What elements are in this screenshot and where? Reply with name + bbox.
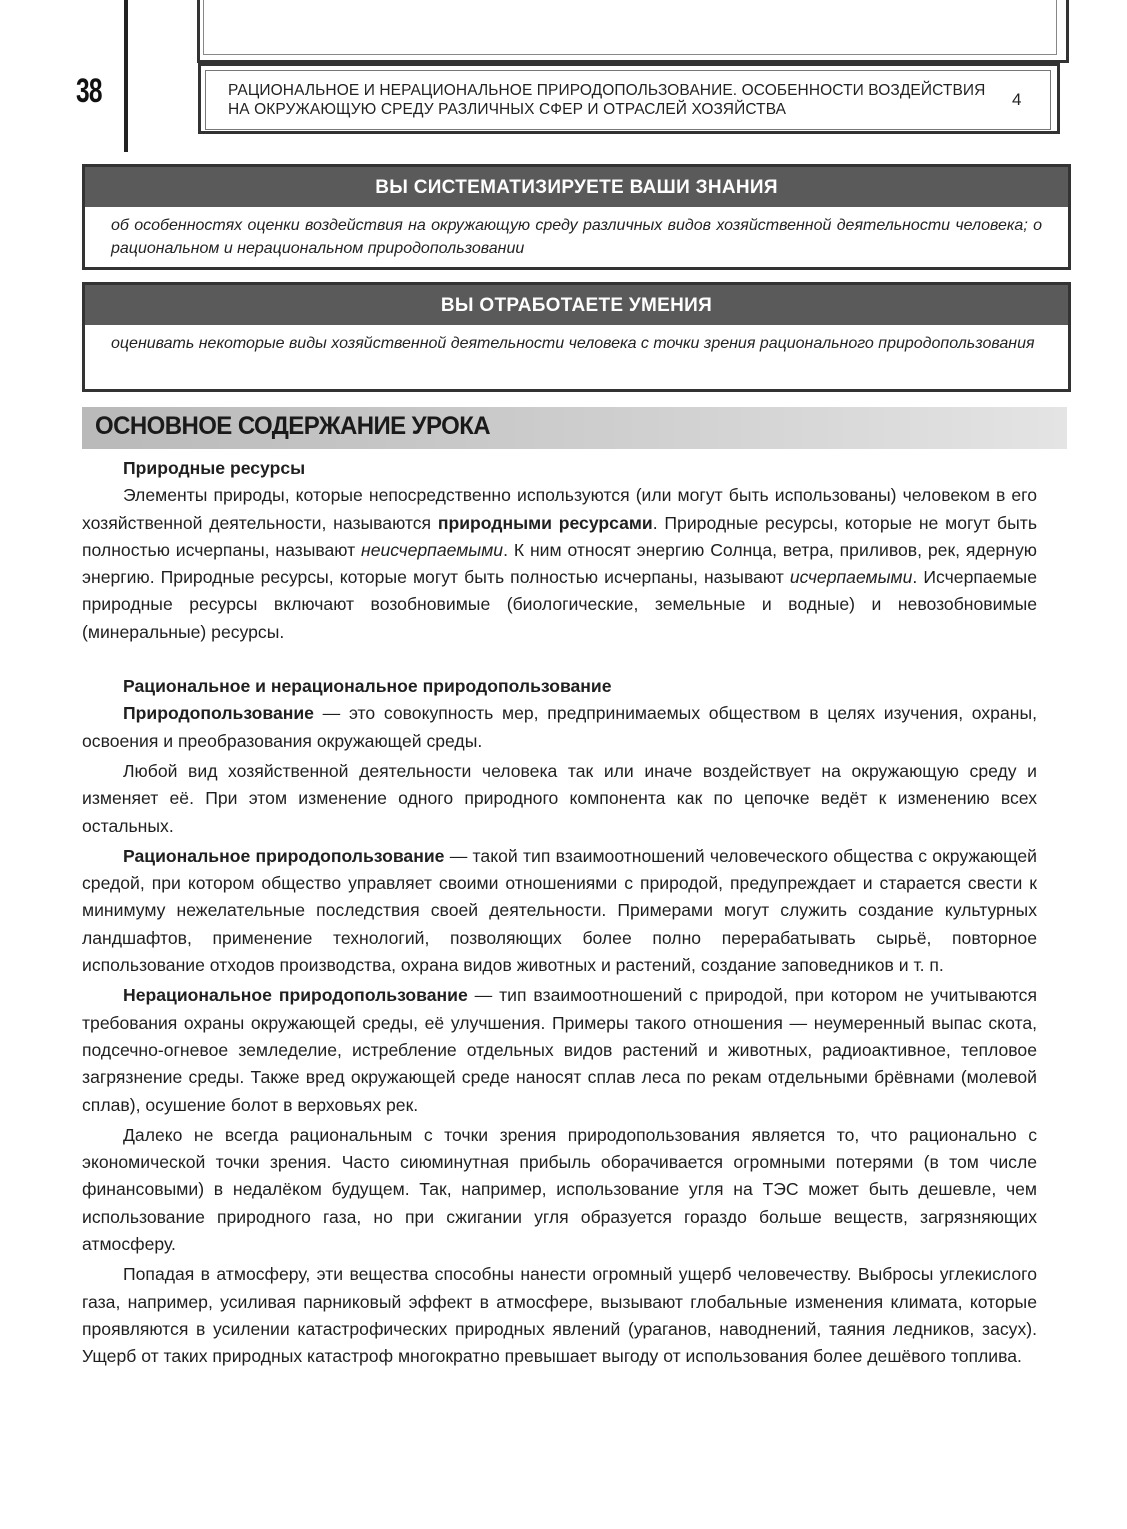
paragraph-rational: Рациональное природопользование — такой тип взаимоотношений человеческого общества с окружающей средой, при котором общество управляет своими отношениями с природой, предупреждает и старается свести к минимуму нежелательные последствия своей деятельности. Примерами могут служить создание культурных ландшафтов, применение технологий, позволяющих более полно перерабатывать сырьё, повторное использование отходов производства, охрана видов животных и растений, создание заповедников и т. п.	[82, 845, 1038, 976]
paragraph-natural-resources: Элементы природы, которые непосредственно используются (или могут быть использованы) человеком в его хозяйственной деятельности, называются природными ресурсами. Природные ресурсы, которые не могут быть полностью исчерпаны, называют неисчерпаемыми. К ним относят энергию Солнца, ветра, приливов, рек, ядерную энергию. Природные ресурсы, которые могут быть полностью исчерпаны, называют исчерпаемыми. Исчерпаемые природные ресурсы включают возобновимые (биологические, земельные и водные) и невозобновимые (минеральные) ресурсы.	[82, 485, 1037, 642]
paragraph-impact: Любой вид хозяйственной деятельности человека так или иначе воздействует на окружающую среду и изменяет её. При этом изменение одного природного компонента как по цепочке ведёт к изменению всех остальных.	[82, 760, 1037, 836]
paragraph-economics: Далеко не всегда рациональным с точки зрения природопользования является то, что рационально с экономической точки зрения. Часто сиюминутная прибыль оборачивается огромными потерями (в том числе финансовыми) в недалёком будущем. Так, например, использование угля на ТЭС может быть дешевле, чем использование природного газа, но при сжигании угля образуется гораздо больше веществ, загрязняющих атмосферу.	[82, 1124, 1037, 1255]
page-number: 38	[76, 72, 102, 110]
objective-box-skills	[82, 282, 1071, 392]
objective-heading: ВЫ СИСТЕМАТИЗИРУЕТЕ ВАШИ ЗНАНИЯ	[85, 167, 1068, 207]
margin-rule	[124, 0, 128, 152]
chapter-title: РАЦИОНАЛЬНОЕ И НЕРАЦИОНАЛЬНОЕ ПРИРОДОПОЛЬЗОВАНИЕ. ОСОБЕННОСТИ ВОЗДЕЙСТВИЯ НА ОКРУЖАЮЩУЮ СРЕДУ РАЗЛИЧНЫХ СФЕР И ОТРАСЛЕЙ ХОЗЯЙСТВА	[228, 82, 986, 118]
objective-text: оценивать некоторые виды хозяйственной деятельности человека с точки зрения рационального природопользования	[111, 335, 1035, 352]
header-frame-top-inner	[203, 0, 1057, 55]
section-title: ОСНОВНОЕ СОДЕРЖАНИЕ УРОКА	[95, 412, 491, 440]
objective-heading: ВЫ ОТРАБОТАЕТЕ УМЕНИЯ	[85, 285, 1068, 325]
subheading-natural-resources: Природные ресурсы	[123, 458, 306, 478]
chapter-number: 4	[1012, 90, 1022, 109]
objective-box-knowledge	[82, 164, 1071, 270]
paragraph-irrational: Нерациональное природопользование — тип взаимоотношений с природой, при котором не учитываются требования охраны окружающей среды, её улучшения. Примеры такого отношения — неумеренный выпас скота, подсечно-огневое земледелие, истребление отдельных видов растений и животных, радиоактивное, тепловое загрязнение среды. Также вред окружающей среде наносят сплав леса по рекам отдельными брёвнами (молевой сплав), осушение болот в верховьях рек.	[82, 985, 1037, 1115]
paragraph-atmosphere: Попадая в атмосферу, эти вещества способны нанести огромный ущерб человечеству. Выбросы углекислого газа, например, усиливая парниковый эффект в атмосфере, вызывают глобальные изменения климата, которые проявляются в усилении катастрофических природных явлений (ураганов, наводнений, таяния ледников, засух). Ущерб от таких природных катастроф многократно превышает выгоду от использования более дешёвого топлива.	[82, 1264, 1037, 1367]
subheading-nature-management: Рациональное и нерациональное природопользование	[123, 676, 612, 697]
objective-text: об особенностях оценки воздействия на окружающую среду различных видов хозяйственной деятельности человека; о рациональном и нерациональном природопользовании	[111, 217, 1042, 257]
lesson-content	[82, 455, 1037, 1371]
paragraph-definition: Природопользование — это совокупность мер, предпринимаемых обществом в целях изучения, охраны, освоения и преобразования окружающей среды.	[82, 703, 1037, 751]
